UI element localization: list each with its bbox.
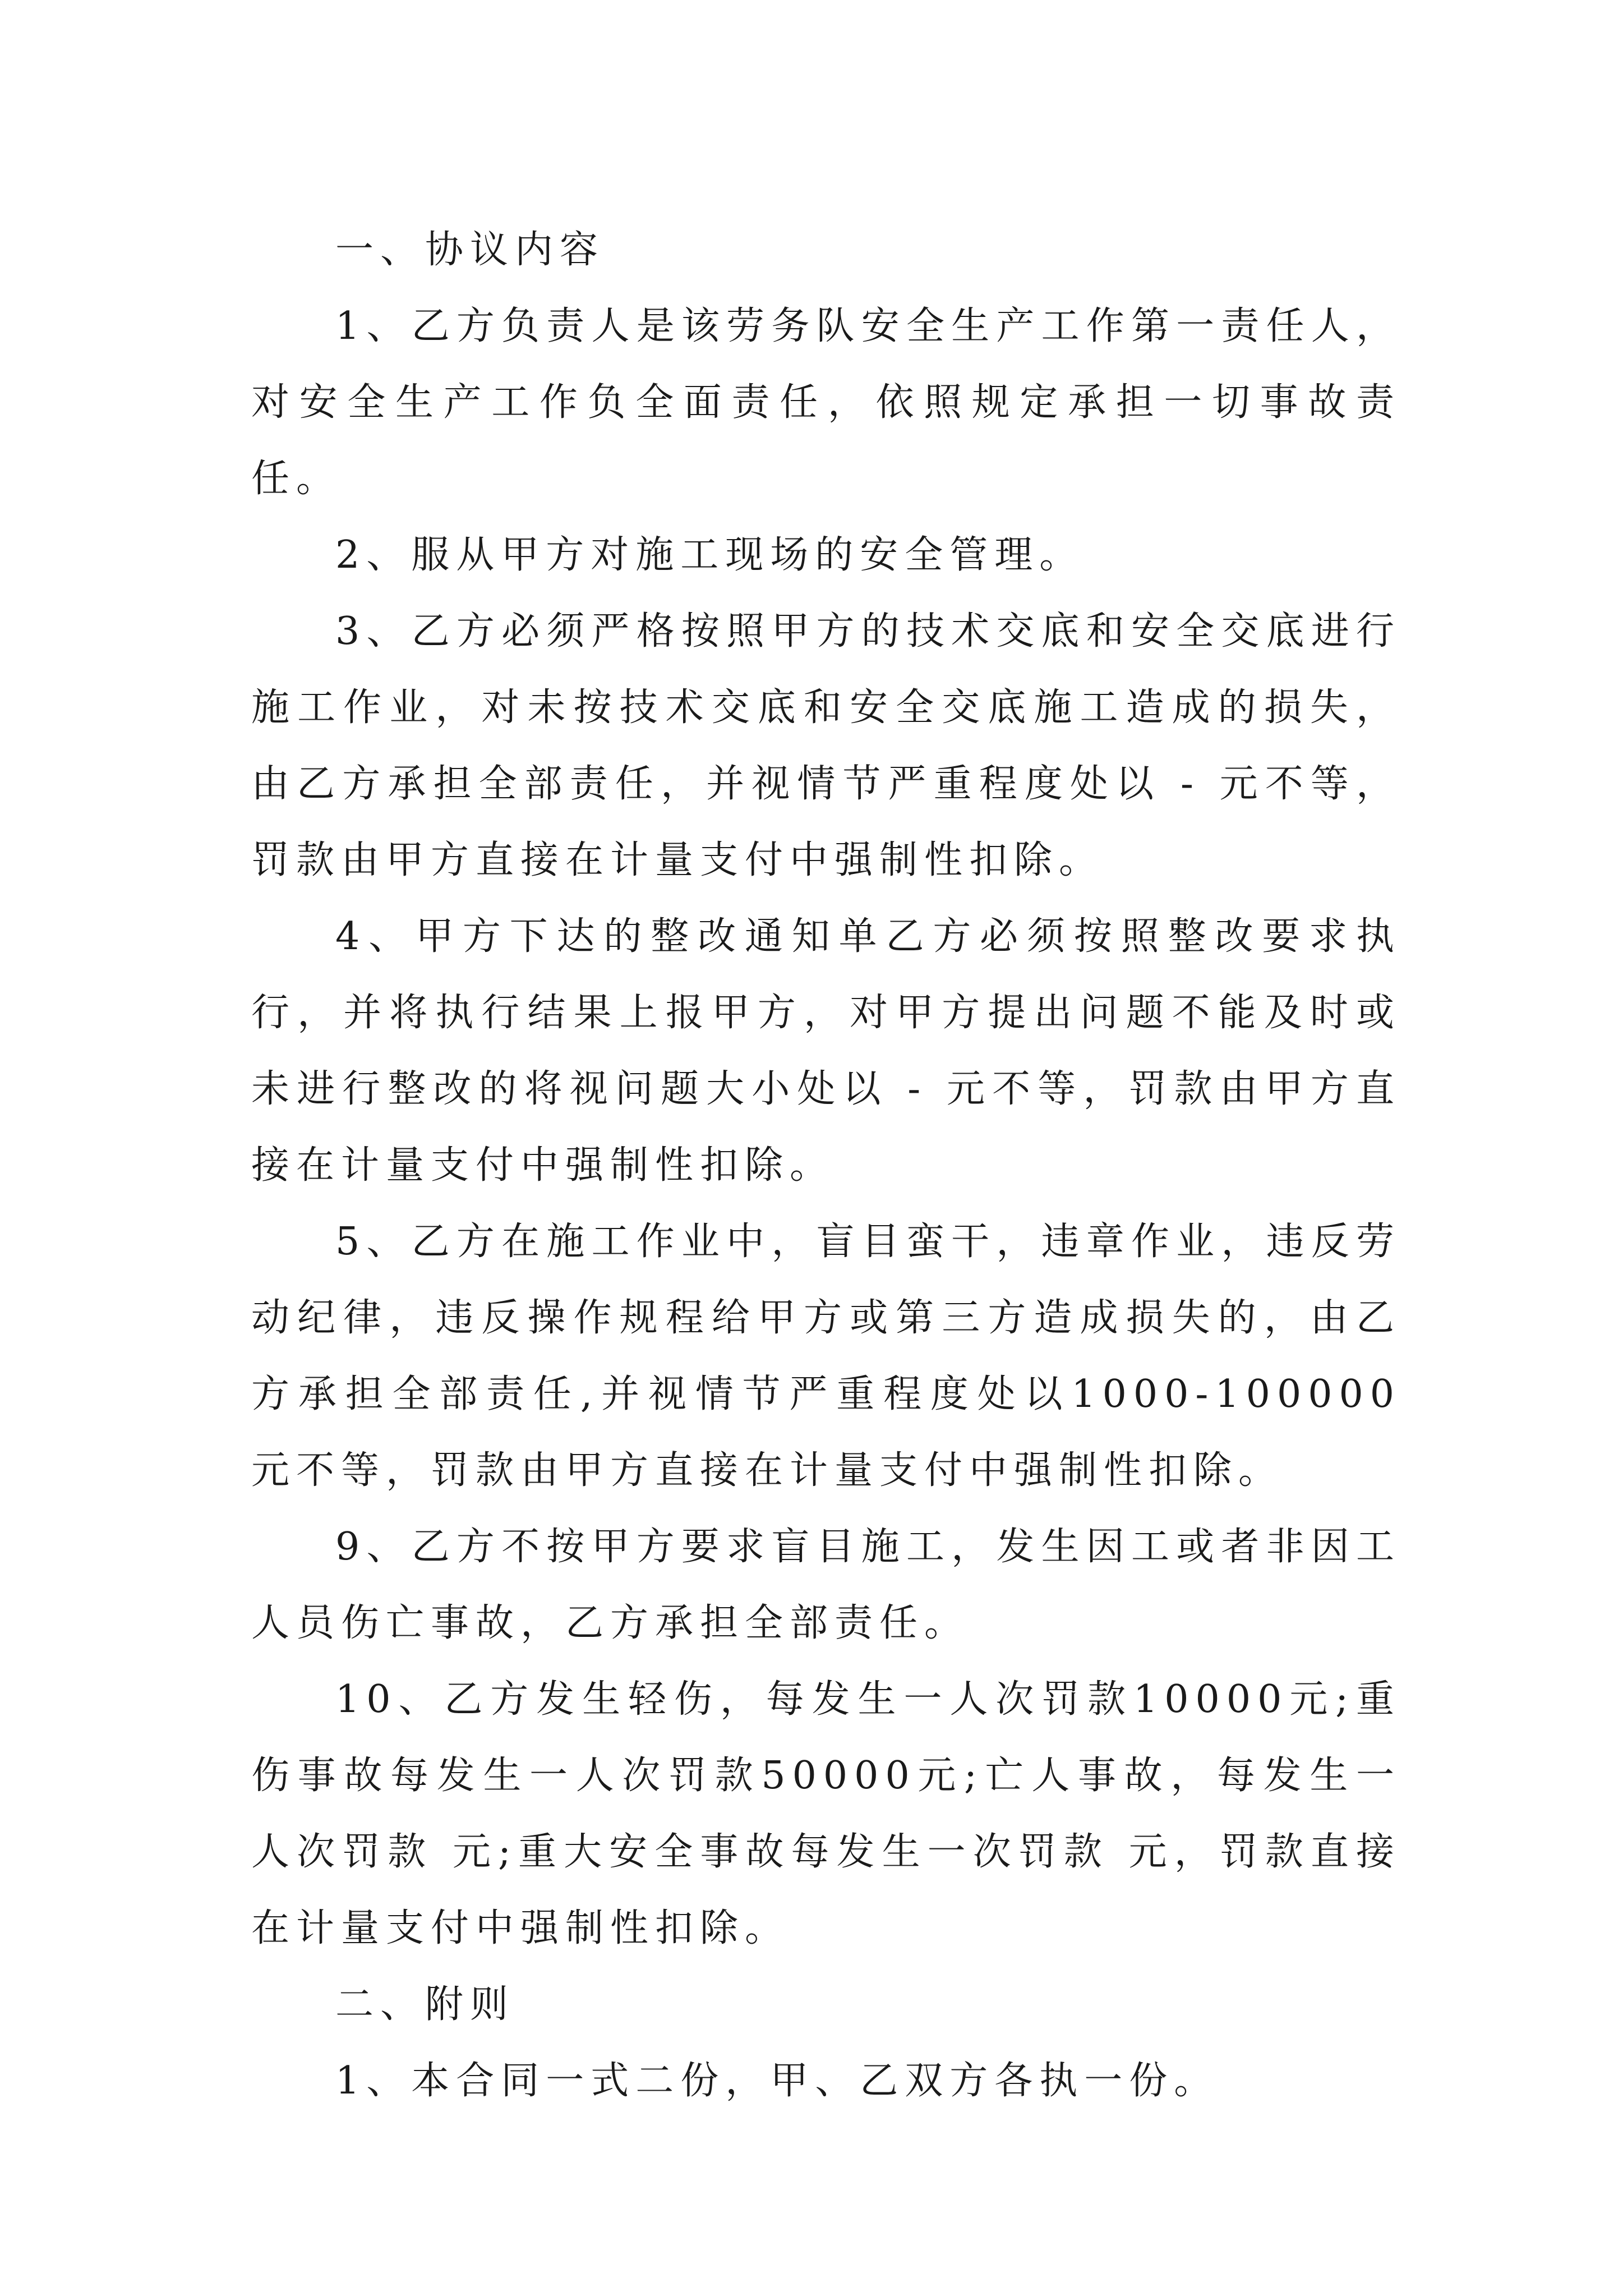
clause-2: 2、服从甲方对施工现场的安全管理。 [335,533,1085,577]
clause-4: 4、甲方下达的整改通知单乙方必须按照整改要求执行，并将执行结果上报甲方，对甲方提出问题不能及时或未进行整改的将视问题大小处以 - 元不等，罚款由甲方直接在计量支付中强制性扣除。 [251,914,1401,1188]
clause-9: 9、乙方不按甲方要求盲目施工，发生因工或者非因工人员伤亡事故，乙方承担全部责任。 [251,1525,1401,1645]
document-body [251,212,1401,2119]
clause-3: 3、乙方必须严格按照甲方的技术交底和安全交底进行施工作业，对未按技术交底和安全交底施工造成的损失，由乙方承担全部责任，并视情节严重程度处以 - 元不等，罚款由甲方直接在计量支付中强制性扣除。 [251,609,1401,882]
clause-10: 10、乙方发生轻伤，每发生一人次罚款10000元;重伤事故每发生一人次罚款50000元;亡人事故，每发生一人次罚款 元;重大安全事故每发生一次罚款 元，罚款直接在计量支付中强制性扣除。 [251,1677,1401,1950]
appendix-clause-1: 1、本合同一式二份，甲、乙双方各执一份。 [335,2059,1219,2103]
clause-5: 5、乙方在施工作业中，盲目蛮干，违章作业，违反劳动纪律，违反操作规程给甲方或第三方造成损失的，由乙方承担全部责任,并视情节严重程度处以1000-100000元不等，罚款由甲方直接在计量支付中强制性扣除。 [251,1220,1401,1493]
clause-1: 1、乙方负责人是该劳务队安全生产工作第一责任人，对安全生产工作负全面责任，依照规定承担一切事故责任。 [251,304,1401,501]
section-heading-appendix: 二、附则 [335,1982,515,2027]
section-heading-agreement: 一、协议内容 [335,228,605,272]
